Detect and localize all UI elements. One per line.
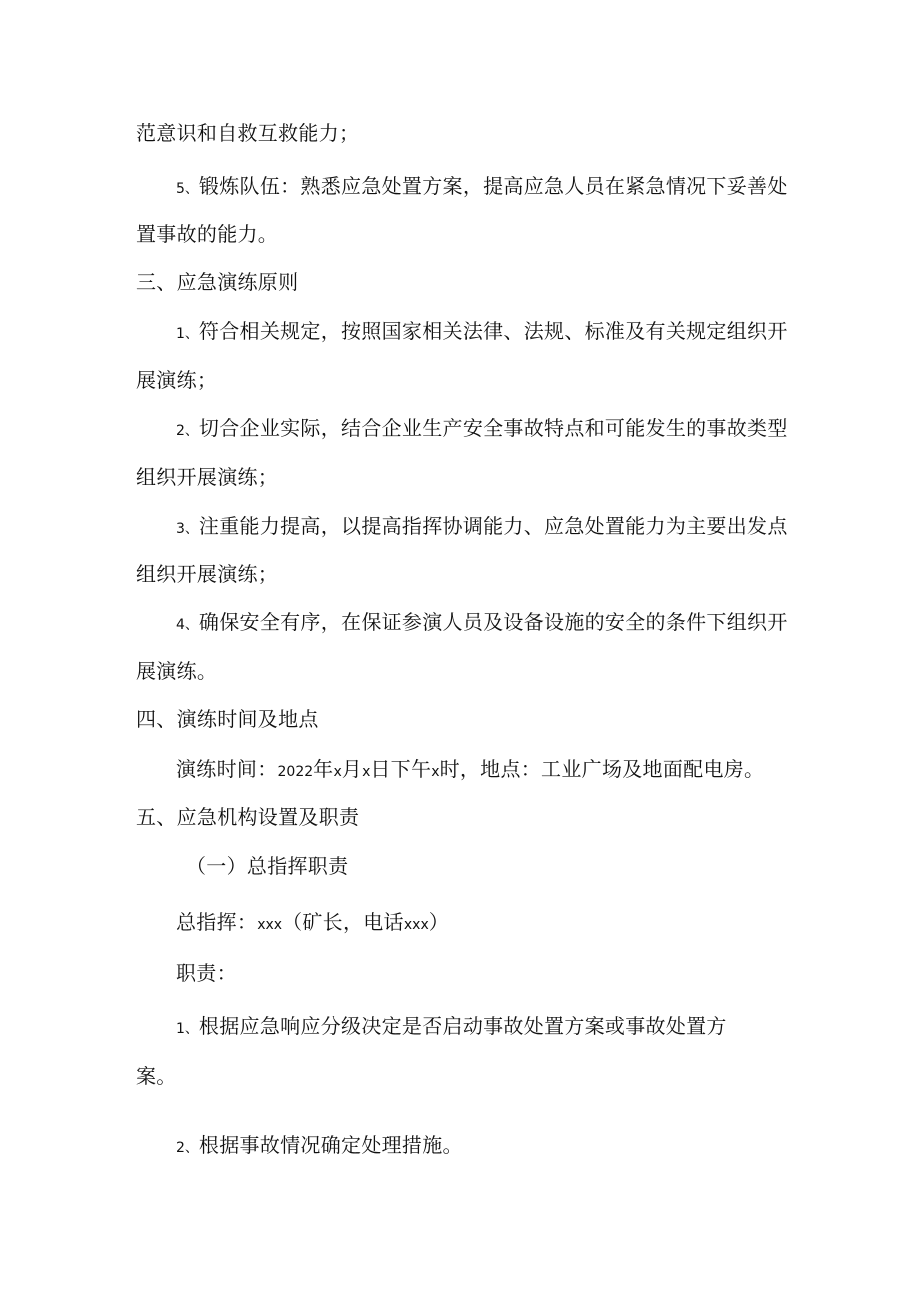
duty-item-2: 2、根据事故情况确定处理措施。: [176, 1133, 463, 1157]
paragraph-line: 组织开展演练；: [136, 562, 279, 586]
subsection-heading: （一）总指挥职责: [186, 854, 349, 878]
paragraph-line: 展演练；: [136, 368, 218, 392]
list-item-1: 1、符合相关规定，按照国家相关法律、法规、标准及有关规定组织开: [176, 319, 788, 343]
list-item-2: 2、切合企业实际，结合企业生产安全事故特点和可能发生的事故类型: [176, 416, 788, 440]
list-item-4: 4、确保安全有序，在保证参演人员及设备设施的安全的条件下组织开: [176, 610, 788, 634]
paragraph-line: 组织开展演练；: [136, 465, 279, 489]
duty-label: 职责：: [176, 961, 237, 985]
section-heading-4: 四、演练时间及地点: [136, 707, 319, 731]
duty-item-1: 1、根据应急响应分级决定是否启动事故处置方案或事故处置方: [176, 1014, 727, 1038]
commander-line: 总指挥：xxx（矿长，电话xxx）: [176, 910, 450, 934]
list-item-5: 5、锻炼队伍：熟悉应急处置方案，提高应急人员在紧急情况下妥善处: [176, 174, 788, 198]
paragraph-line: 置事故的能力。: [136, 222, 279, 246]
paragraph-line: 范意识和自救互救能力；: [136, 121, 360, 145]
list-item-3: 3、注重能力提高，以提高指挥协调能力、应急处置能力为主要出发点: [176, 514, 788, 538]
section-heading-5: 五、应急机构设置及职责: [136, 805, 360, 829]
drill-time-line: 演练时间：2022年x月x日下午x时，地点：工业广场及地面配电房。: [176, 757, 765, 781]
paragraph-line: 案。: [136, 1064, 177, 1088]
section-heading-3: 三、应急演练原则: [136, 270, 299, 294]
paragraph-line: 展演练。: [136, 659, 218, 683]
